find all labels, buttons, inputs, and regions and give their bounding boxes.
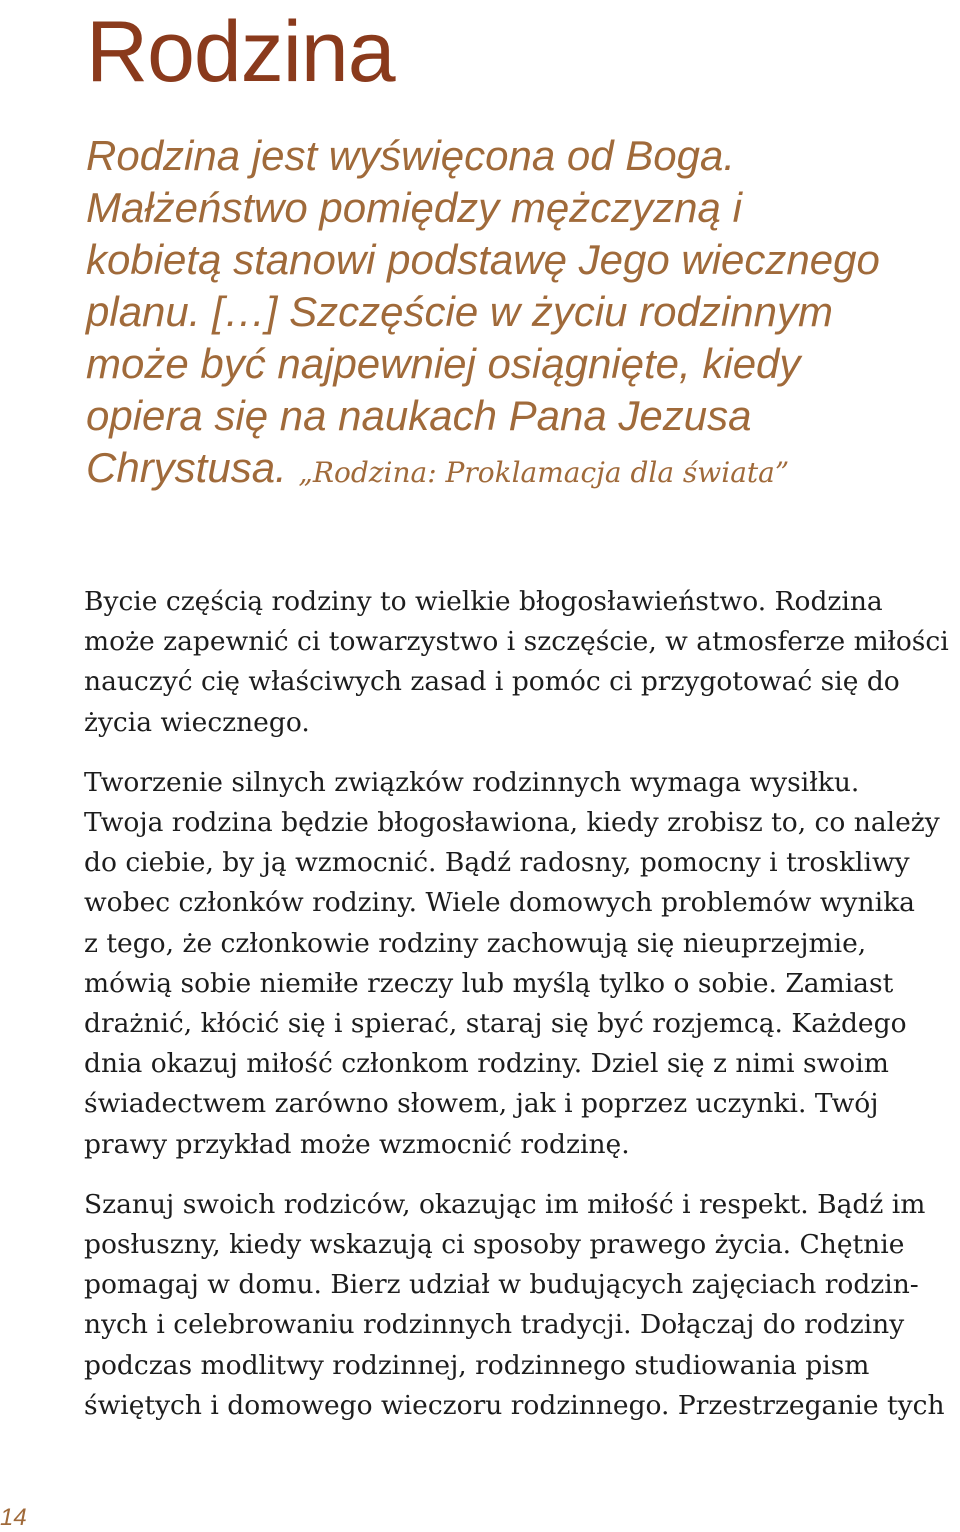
paragraph-2 — [84, 763, 960, 1165]
text-line: posłuszny, kiedy wskazują ci sposoby prawego życia. Chętnie — [84, 1229, 905, 1261]
text-line: podczas modlitwy rodzinnej, rodzinnego studiowania pism — [84, 1349, 870, 1381]
quote-line: planu. […] Szczęście w życiu rodzinnym — [86, 288, 833, 335]
body-text — [84, 582, 960, 1426]
text-line: drażnić, kłócić się i spierać, staraj się być rozjemcą. Każdego — [84, 1008, 907, 1040]
text-line: mówią sobie niemiłe rzeczy lub myślą tylko o sobie. Zamiast — [84, 967, 894, 999]
quote-line: kobietą stanowi podstawę Jego wiecznego — [86, 236, 880, 283]
quote-source: „Rodzina: Proklamacja dla świata” — [298, 456, 790, 489]
text-line: Twoja rodzina będzie błogosławiona, kiedy zrobisz to, co należy — [84, 807, 940, 839]
quote-line: Chrystusa. — [86, 444, 287, 491]
text-line: życia wiecznego. — [84, 706, 310, 738]
text-line: nych i celebrowaniu rodzinnych tradycji. Dołączaj do rodziny — [84, 1309, 905, 1341]
text-line: może zapewnić ci towarzystwo i szczęście, w atmosferze miłości — [84, 626, 949, 658]
text-line: nauczyć cię właściwych zasad i pomóc ci przygotować się do — [84, 666, 900, 698]
text-line: z tego, że członkowie rodziny zachowują się nieuprzejmie, — [84, 927, 867, 959]
text-line: Bycie częścią rodziny to wielkie błogosławieństwo. Rodzina — [84, 586, 883, 617]
text-line: prawy przykład może wzmocnić rodzinę. — [84, 1128, 630, 1160]
text-line: wobec członków rodziny. Wiele domowych problemów wynika — [84, 887, 915, 919]
quote-line: Małżeństwo pomiędzy mężczyzną i — [86, 184, 742, 231]
text-line: świadectwem zarówno słowem, jak i poprzez uczynki. Twój — [84, 1088, 879, 1120]
page-title: Rodzina — [86, 4, 395, 100]
text-line: pomagaj w domu. Bierz udział w budujących zajęciach rodzin- — [84, 1269, 919, 1301]
quote-last-line — [86, 442, 906, 499]
quote-line: opiera się na naukach Pana Jezusa — [86, 392, 752, 439]
paragraph-1 — [84, 582, 960, 743]
text-line: świętych i domowego wieczoru rodzinnego. Przestrzeganie tych — [84, 1389, 945, 1421]
epigraph-quote — [86, 130, 906, 499]
text-line: Tworzenie silnych związków rodzinnych wymaga wysiłku. — [84, 766, 860, 798]
page-number: 14 — [0, 1504, 27, 1531]
quote-line: Rodzina jest wyświęcona od Boga. — [86, 132, 736, 179]
text-line: dnia okazuj miłość członkom rodziny. Dziel się z nimi swoim — [84, 1048, 889, 1080]
text-line: Szanuj swoich rodziców, okazując im miłość i respekt. Bądź im — [84, 1188, 926, 1220]
paragraph-3 — [84, 1185, 960, 1426]
text-line: do ciebie, by ją wzmocnić. Bądź radosny, pomocny i troskliwy — [84, 847, 910, 879]
quote-line: może być najpewniej osiągnięte, kiedy — [86, 340, 801, 387]
